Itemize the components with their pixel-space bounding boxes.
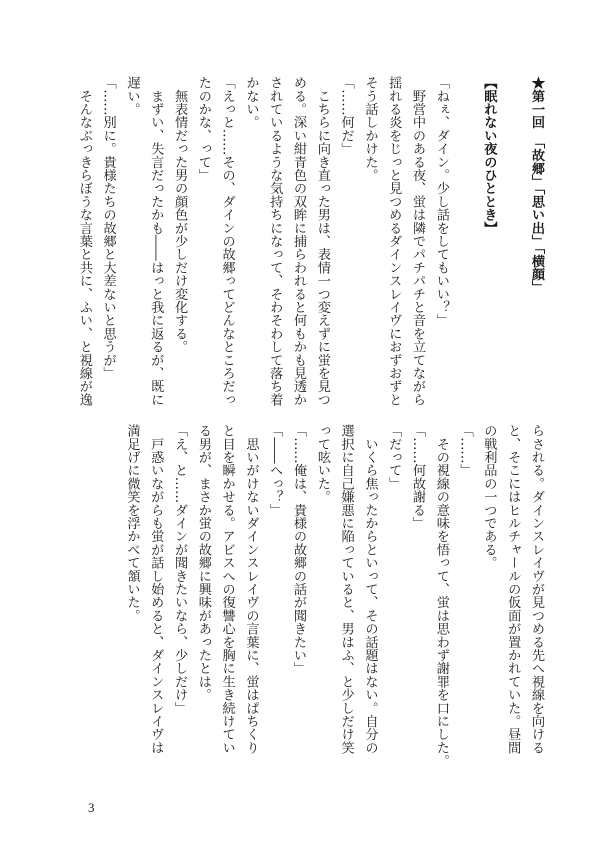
text-line: 戸惑いながらも蛍が話し始めると、ダインスレイヴは <box>148 424 164 754</box>
text-line: 「……何だ」 <box>338 76 354 156</box>
chapter-title: ★第一回 「故郷」「思い出」「横顔」 <box>529 76 544 294</box>
text-line: 「え、と……ダインが聞きたいなら、少しだけ」 <box>172 424 188 715</box>
text-line: 「……俺は、貴様の故郷の話が聞きたい」 <box>291 424 307 675</box>
text-line: 「ねぇ、ダイン。少し話をしてもいい？」 <box>433 76 449 327</box>
text-line: と目を瞬かせる。アビスへの復讐心を胸に生き続けてい <box>219 424 235 754</box>
text-line: いくら焦ったからといって、その話題はない。自分の <box>362 424 378 754</box>
text-line: まずい、失言だったかも――はっと我に返るが、既に <box>148 76 164 406</box>
text-line: 「……何故謝る」 <box>410 424 426 530</box>
text-line: らされる。ダインスレイヴが見つめる先へ視線を向ける <box>529 424 544 754</box>
text-line: 満足げに微笑を浮かべて頷いた。 <box>124 424 140 622</box>
text-line: 揺れる炎をじっと見つめるダインスレイヴにおずおずと <box>386 76 402 406</box>
text-line: って呟いた。 <box>314 424 330 504</box>
text-line: 野営中のある夜、蛍は隣でパチパチと音を立てながら <box>410 76 426 406</box>
text-line: そう話しかけた。 <box>362 76 378 182</box>
text-line: こちらに向き直った男は、表情一つ変えずに蛍を見つ <box>314 76 330 406</box>
text-line: 「だって」 <box>386 424 402 490</box>
text-line: その視線の意味を悟って、蛍は思わず謝罪を口にした。 <box>433 424 449 768</box>
text-line: 思いがけないダインスレイヴの言葉に、蛍はぱちくり <box>243 424 259 754</box>
text-line: たのかな、って」 <box>195 76 211 182</box>
text-line <box>500 76 524 406</box>
text-line: されているような気持ちになって、そわそわして落ち着 <box>267 76 283 406</box>
text-line: 遅い。 <box>124 76 140 116</box>
text-line: 「えっと……その、ダインの故郷ってどんなところだっ <box>219 76 235 406</box>
lower-text-block <box>108 424 548 768</box>
text-line: そんなぶっきらぼうな言葉と共に、ふい、と視線が逸 <box>76 76 92 406</box>
text-line: 「……」 <box>457 424 473 477</box>
page-number: 3 <box>88 800 95 815</box>
text-line: 無表情だった男の顔色が少しだけ変化する。 <box>172 76 188 354</box>
text-line: 「――へっ？」 <box>267 424 283 517</box>
text-line: と、そこにはヒルチャールの仮面が置かれていた。昼間 <box>505 424 521 754</box>
text-line: の戦利品の一つである。 <box>481 424 497 570</box>
text-line <box>453 76 477 406</box>
text-line: る男が、まさか蛍の故郷に興味があったとは。 <box>195 424 211 702</box>
upper-text-block <box>76 76 548 406</box>
text-line: かない。 <box>243 76 259 129</box>
section-heading: 【眠れない夜のひととき】 <box>481 76 497 235</box>
text-line: 「……別に。貴様たちの故郷と大差ないと思うが」 <box>100 76 116 380</box>
text-line: める。深い紺青色の双眸に捕らわれると何もかも見透か <box>291 76 307 406</box>
text-line: 選択に自己嫌悪に陥っていると、男はふ、と少しだけ笑 <box>338 424 354 754</box>
